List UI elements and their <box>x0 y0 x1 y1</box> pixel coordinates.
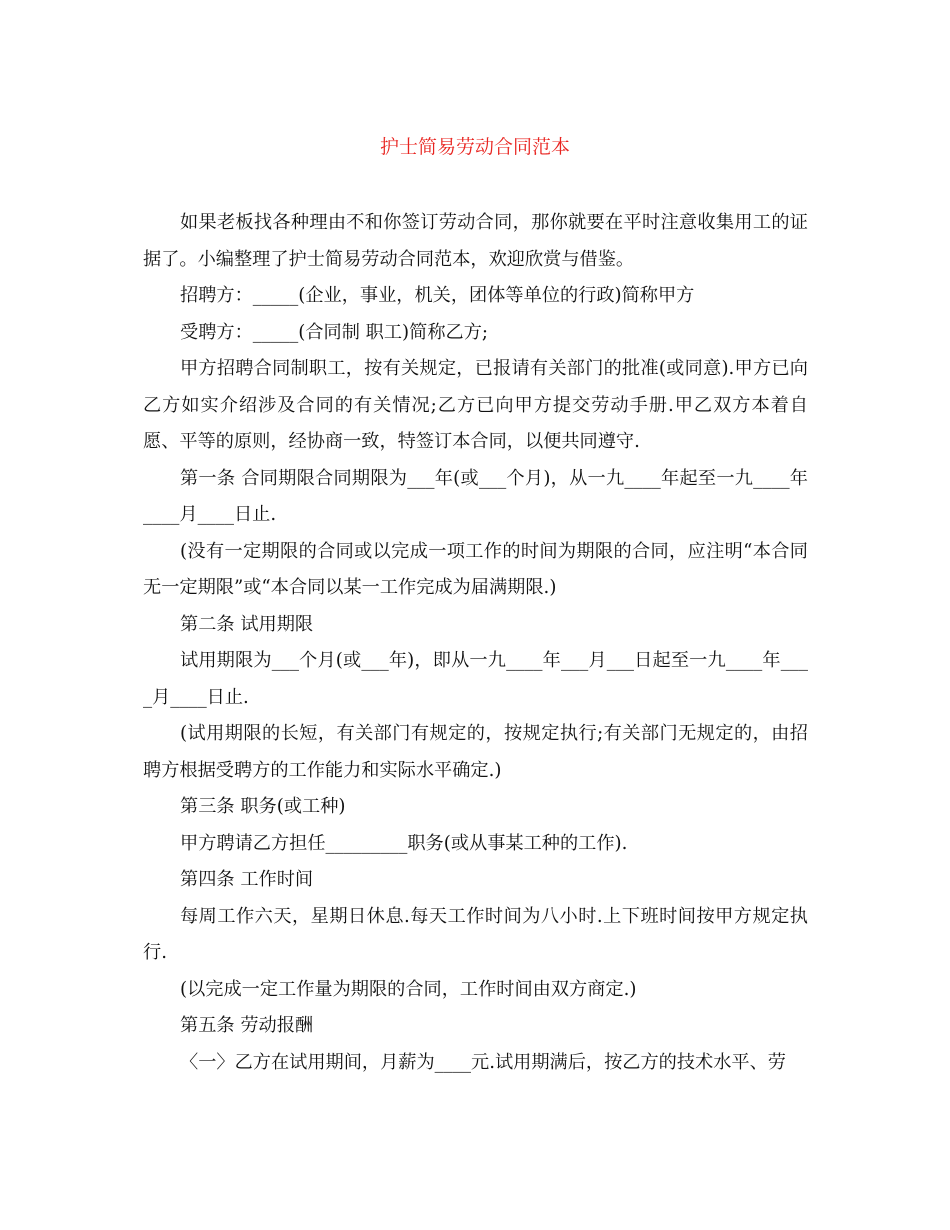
intro-paragraph: 如果老板找各种理由不和你签订劳动合同，那你就要在平时注意收集用工的证据了。小编整理了护士简易劳动合同范本，欢迎欣赏与借鉴。 <box>143 212 808 270</box>
article-3-body: 甲方聘请乙方担任_________职务(或从事某工种的工作). <box>180 832 628 854</box>
article-5-item-1: 〈一〉乙方在试用期间，月薪为____元.试用期满后，按乙方的技术水平、劳 <box>180 1051 786 1073</box>
article-4-heading: 第四条 工作时间 <box>180 869 314 890</box>
preamble-paragraph: 甲方招聘合同制职工，按有关规定，已报请有关部门的批准(或同意).甲方已向乙方如实介绍涉及合同的有关情况;乙方已向甲方提交劳动手册.甲乙双方本着自愿、平等的原则，经协商一致，特签订本合同，以便共同遵守. <box>143 358 808 452</box>
employee-line: 受聘方：_____(合同制 职工)简称乙方; <box>180 321 489 343</box>
document-body <box>143 205 808 1081</box>
article-1-note: (没有一定期限的合同或以完成一项工作的时间为期限的合同，应注明“本合同无一定期限”或“本合同以某一工作完成为届满期限.) <box>143 540 808 598</box>
article-2-note: (试用期限的长短，有关部门有规定的，按规定执行;有关部门无规定的，由招聘方根据受聘方的工作能力和实际水平确定.) <box>143 723 808 781</box>
article-2-heading: 第二条 试用期限 <box>180 613 314 635</box>
employer-line: 招聘方：_____(企业，事业，机关，团体等单位的行政)简称甲方 <box>180 285 695 306</box>
article-5-heading: 第五条 劳动报酬 <box>180 1015 314 1036</box>
article-3-heading: 第三条 职务(或工种) <box>180 796 346 817</box>
article-2-body: 试用期限为___个月(或___年)，即从一九____年___月___日起至一九____年____月____日止. <box>143 650 808 708</box>
article-4-note: (以完成一定工作量为期限的合同，工作时间由双方商定.) <box>180 978 637 1000</box>
article-1-term: 第一条 合同期限合同期限为___年(或___个月)，从一九____年起至一九____年____月____日止. <box>143 467 808 525</box>
article-4-body: 每周工作六天，星期日休息.每天工作时间为八小时.上下班时间按甲方规定执行. <box>143 905 808 963</box>
document-title: 护士简易劳动合同范本 <box>379 136 570 158</box>
